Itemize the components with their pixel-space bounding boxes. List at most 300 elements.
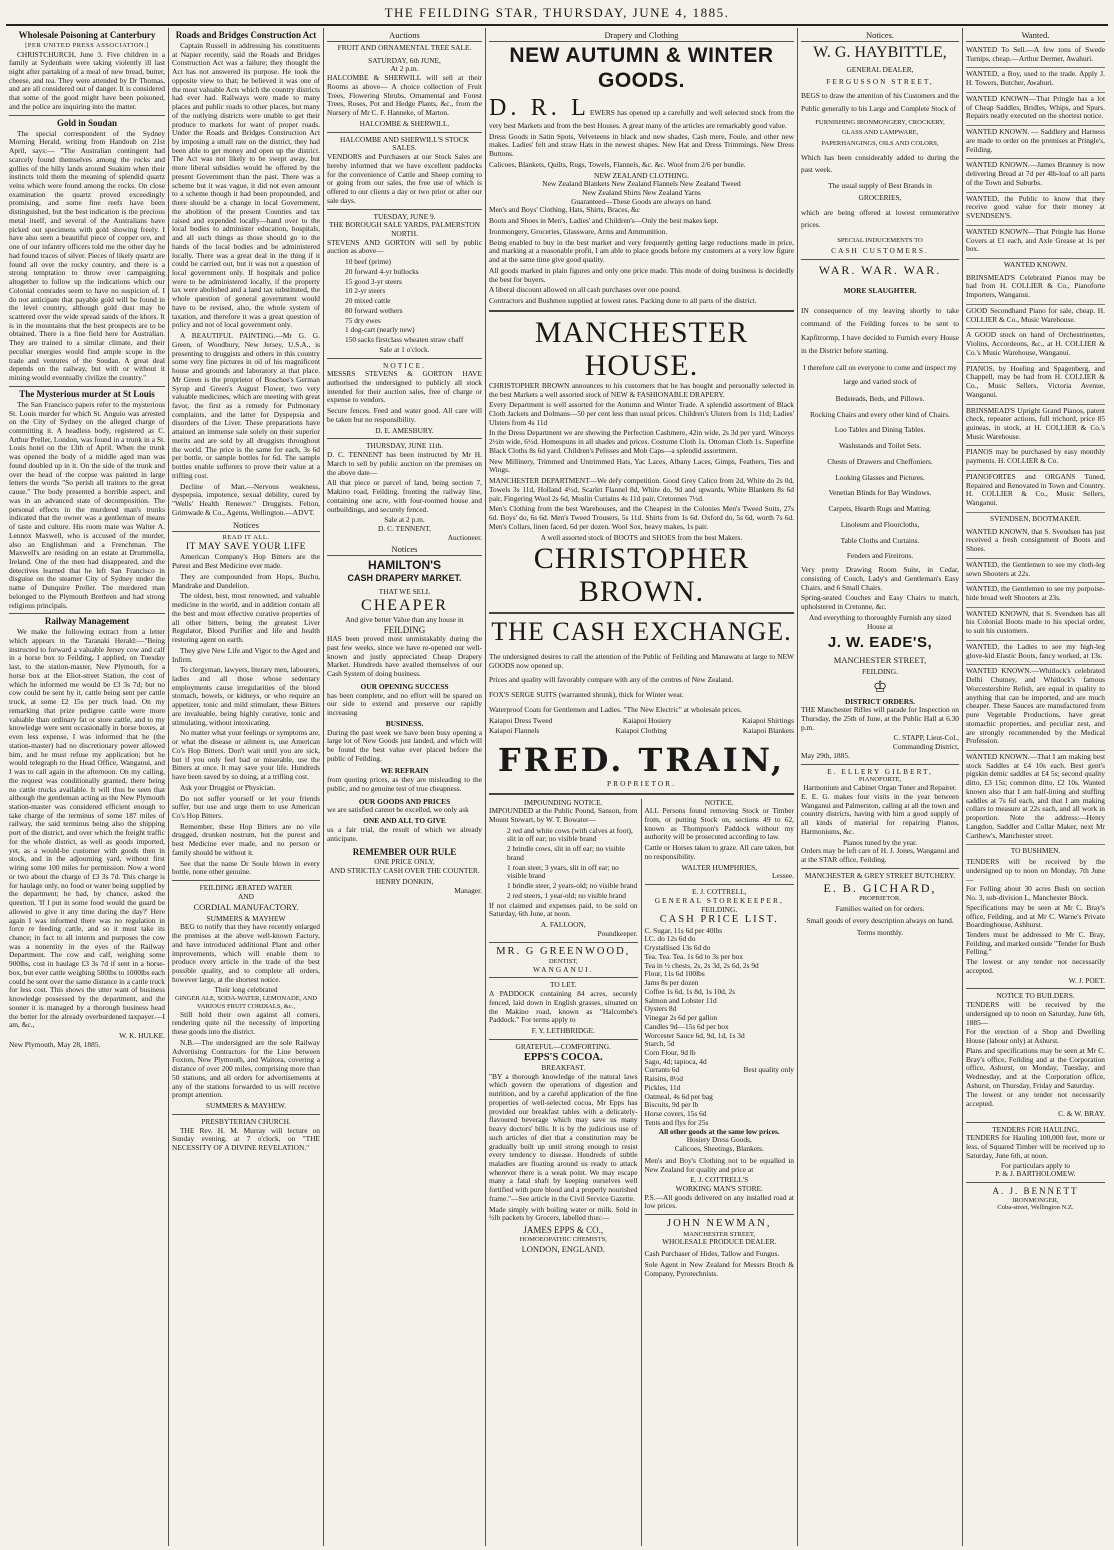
divider <box>966 1122 1105 1123</box>
article-title: The Mysterious murder at St Louis <box>19 388 155 399</box>
list-item: Carpets, Hearth Rugs and Matting. <box>828 504 932 514</box>
ad-text: Still hold their own against all comers, rendering quite nil the necessity of importing these goods into the district. <box>172 1009 320 1037</box>
ad-text: CASH CUSTOMERS. <box>831 246 929 256</box>
classified-item <box>966 226 1105 259</box>
classified-text: GOOD Secondhand Piano for sale, cheap. H. COLLIER & Co., Music Warehouse. <box>966 305 1105 324</box>
list-item: Looking Glasses and Pictures. <box>835 472 925 482</box>
stock-list <box>327 258 482 345</box>
list-item: Kaiapoi Clothing <box>615 726 667 736</box>
ad-headline: EPPS'S COCOA. <box>523 1051 603 1063</box>
article-title: Railway Management <box>44 616 130 627</box>
list-item: Tents and flys for 25s <box>644 1117 709 1127</box>
classified-text: WANTED KNOWN, that S. Svendsen has all his Colonial Boots made to his special order, to suit his customers. <box>966 608 1105 636</box>
classified-text: TENDERS for Hauling 100,000 feet, more or less, of Squared Timber will be received up to Saturday, June 6th, at noon. <box>966 1133 1105 1160</box>
ad-headline: MANCHESTER HOUSE. <box>534 315 749 382</box>
article-title: Gold in Soudan <box>56 117 118 128</box>
article-body: Decline of Man.—Nervous weakness, dyspepsia, impotence, sexual debility, cured by "Wells' Health Renewer." Druggists. Felton, Grimwade & Co., Agents, Wellington.—ADVT. <box>172 481 320 517</box>
ad-role: Lessee. <box>772 871 794 881</box>
classified-text: WANTED KNOWN—That Pringle has a lot of Cheap Saddles, Bridles, Whips, and Spurs. Repairs neatly executed on the shortest notice. <box>966 93 1105 121</box>
ad-date: SATURDAY, 6th JUNE, <box>368 55 441 65</box>
column-1 <box>6 28 169 1546</box>
ad-headline: PRESBYTERIAN CHURCH. <box>201 1116 291 1126</box>
ad-role: Poundkeeper. <box>597 928 638 938</box>
classified-text: TENDERS will be received by the undersigned up to noon on Monday, 7th June— <box>966 857 1105 884</box>
divider <box>327 438 482 439</box>
divider <box>489 793 794 795</box>
classified-text: For Felling about 30 acres Bush on section No. 3, sub-division L, Manchester Block. <box>966 884 1105 903</box>
list-item: 150 sacks firstclass wheaten straw chaff <box>345 335 464 345</box>
ad-text: from quoting prices, as they are misleading to the public, and no genuine test of true cheapness. <box>327 775 482 793</box>
list-item: Linoleum and Floorcloths, <box>840 519 920 529</box>
classified-item <box>966 272 1105 305</box>
article-body: Captain Russell in addressing his constituents at Napier recently, said the Roads and Bridges Construction Act was a failure; they thought the Act has not answered its purpose. He took the opposite view to that; he believed it was one of the most valuable Acts which the country districts had ever had. Railways were made to many places and public roads to other places, but many of the outlying districts were unable to get their produce to markets for want of proper roads. Under the Roads and Bridges Construction Act by imposing a small rate on the district, they had been able to get money and open up the district. The Act was not likely to be swept away, but more liberal subsidies would be offered by the present Government than the past. There was a scheme but it was vague, it did not even amount to a scheme though it had been propounded, and there should be a change in local Government, the abolition of the present Counties and tax raised and expended locally—hand over to the local bodies to administer education, hospitals, and all such things as those should go to the hands of the local bodies and be administered locally. There was a great deal in the thing if it could be carried out, but it was not a question of local government only. If hospitals and police were to be administered locally, if the property tax were abolished and a land tax substituted, the whole question of general government would have to be revised, also, the whole system of taxation, and therefore it was a great question of policy and not of local government only. <box>172 40 320 330</box>
divider <box>489 310 794 312</box>
list-item: 1 brindle steer, 2 years-old; no visible brand <box>507 881 638 891</box>
ad-headline: AND <box>237 891 254 901</box>
ad-signature: WORKING MAN'S STORE. <box>675 1184 763 1193</box>
ad-headline: FRED. TRAIN, <box>497 741 786 780</box>
ad-headline: REMEMBER OUR RULE <box>352 847 457 858</box>
ad-text: Prices and quality will favorably compare with any of the centres of New Zealand. <box>489 675 734 685</box>
divider <box>966 1182 1105 1183</box>
ad-headline: OUR OPENING SUCCESS <box>360 681 449 691</box>
ad-headline: JOHN NEWMAN, <box>667 1218 772 1230</box>
list-item: 2 brindle cows, slit in off ear; no visible brand <box>507 844 625 862</box>
list-item: Sago, 4d; tapioca, 4d <box>644 1056 707 1066</box>
ad-text: us a fair trial, the result of which we already anticipate. <box>327 824 482 843</box>
section-subheader: WANTED KNOWN. <box>1003 259 1068 269</box>
classified-text: WANTED KNOWN. — Saddlery and Harness are made to order on the premises at Pringle's, Feilding. <box>966 127 1105 154</box>
masthead-title: THE FEILDING STAR, THURSDAY, JUNE 4, 1885. <box>384 5 730 20</box>
ad-text: THE Manchester Rifles will parade for Inspection on Thursday, the 25th of June, at the Public Hall at 6.30 p.m. <box>801 705 959 732</box>
ad-text: GINGER ALE, SODA-WATER, LEMONADE, AND VARIOUS FRUIT CORDIALS, &c., <box>175 995 317 1010</box>
ad-text: They are compounded from Hops, Buchu, Mandrake and Dandelion. <box>172 571 320 590</box>
ad-headline: DISTRICT ORDERS. <box>844 696 916 706</box>
ad-time: Sale at 2 p.m. <box>384 515 425 525</box>
divider <box>489 612 794 614</box>
ad-signature: SUMMERS & MAYHEW. <box>205 1101 287 1111</box>
list-item: Loo Tables and Dining Tables. <box>834 425 926 435</box>
ad-headline: W. G. HAYBITTLE, <box>813 44 947 62</box>
ad-text: Waterproof Coats for Gentlemen and Ladies. "The New Electric" at wholesale prices. <box>489 704 742 714</box>
classified-item <box>966 526 1105 559</box>
list-item: Bedsteads, Beds, and Pillows. <box>835 394 925 404</box>
ad-text: New Zealand Blankets New Zealand Flannels New Zealand Tweed <box>542 179 741 189</box>
classified-item <box>966 44 1105 68</box>
classified-text: The lowest or any tender not necessarily accepted. <box>966 1090 1105 1109</box>
ad-headline: CHRISTOPHER BROWN. <box>533 542 750 609</box>
list-item: Kaiapoi Hosiery <box>622 715 672 725</box>
list-item: Rocking Chairs and every other kind of Chairs. <box>810 409 950 419</box>
list-item: Table Cloths and Curtains. <box>840 535 920 545</box>
classified-item <box>966 193 1105 226</box>
classified-item <box>966 559 1105 583</box>
ad-text: has been complete, and no effort will be spared on our side to extend and preserve our rapidly increasing <box>327 690 482 718</box>
masthead <box>6 4 1108 22</box>
ad-text: Cash Purchaser of Hides, Tallow and Fungus. <box>644 1249 780 1259</box>
ad-headline: HAMILTON'S <box>367 558 442 573</box>
ad-signature: HALCOMBE & SHERWILL. <box>359 118 450 128</box>
list-item: Tea in ½ chests, 2s, 2s 3d, 2s 6d, 2s 9d <box>644 960 759 970</box>
ad-headline: NOTICE. <box>704 797 734 807</box>
ad-text: N.B.—The undersigned are the sole Railway Advertising Contractors for the Line between Foxton, New Plymouth, and Waitora, covering a distance of over 200 miles, comprising more than 50 stations, and all orders for advertisements at any of the stations forwarded to us will receive prompt attention. <box>172 1037 320 1100</box>
article-body: The special correspondent of the Sydney Morning Herald, writing from Handoub on 21st April, says:— "The Australian contingent had scarcely found themselves among the rocks and gullies of the hilly lands around Suakim when their instincts told them the meaning of splendid quartz veins which were found among the rocks. On close examination the quartz proved exceedingly promising, and some fine reefs have been distinguished, but the best indication is the precious metal itself, and several of the Australians have picked out specimens with gold showing freely. I have also seen a beautiful piece of copper ore, and one of our infantry officers told me the other day he had found traces of silver. Pieces of likely quartz are found all over the rocky country, and there is a strong temptation to throw over campaigning altogether to follow up the indications which our Colonial comrades seem to have no suspicion of. I do not anticipate that payable gold will be found in the level country, although gold dust may be scattered over the wide spread sands of the khors. It is in the mountains that the best prospects are to be obtained. There is a fine field here for Australian. They are trained to a similar climate, and their peculiar energies would find ample scope in the trade and ventures of the Soudan. A great deal depends on the railway, but with or without it mining would eventually civilize the country." <box>9 128 165 383</box>
divider <box>966 988 1105 989</box>
ad-headline: ONE PRICE ONLY, <box>374 856 435 866</box>
ad-text: Spring-seated Couches and Easy Chairs to match, upholstered in Cretonne, &c. <box>801 593 959 612</box>
ad-headline: ONE AND ALL TO GIVE <box>363 816 446 826</box>
classified-item <box>966 126 1105 159</box>
ad-text: Hosiery Dress Goods, <box>686 1135 752 1145</box>
ad-text: PAPERHANGINGS, OILS AND COLORS, <box>821 140 939 148</box>
ad-headline: WAR. WAR. WAR. <box>818 263 942 278</box>
classified-text: Plans and specifications may be seen at Mr C. Bray's office, Feilding and at the Corporation office, Ashurst, on Monday, Tuesday, and Wednesday, and at the Corporation office, Ashurst, on Thursday, Friday and Saturday. <box>966 1045 1105 1090</box>
list-item: Raisins, 8½d <box>644 1074 683 1084</box>
list-item: C. Sugar, 11s 6d per 40lbs <box>644 925 723 935</box>
ad-text: New Millinery, Trimmed and Untrimmed Hats, Yac Laces, Albany Laces, Gimps, Feathers, Ties and Wings. <box>489 456 794 475</box>
article-byline: [PER UNITED PRESS ASSOCIATION.] <box>25 41 149 49</box>
column-2 <box>169 28 324 1546</box>
classified-text: Tenders must be addressed to Mr C. Bray, Feilding, and marked outside "Tender for Bush Felling." <box>966 929 1105 957</box>
divider <box>489 977 638 978</box>
list-item: Kaiapoi Blankets <box>742 726 794 736</box>
ad-text: SPECIAL INDUCEMENTS TO <box>837 236 923 244</box>
ad-headline: MANCHESTER STREET, <box>683 1230 756 1238</box>
list-item: 10 2-yr steers <box>345 286 386 296</box>
list-item: Chests of Drawers and Cheffoniers. <box>827 456 933 466</box>
ad-headline: WE REFRAIN <box>380 766 429 776</box>
column-5 <box>798 28 963 1546</box>
crown-icon: ♔ <box>872 678 888 696</box>
list-item: 1 roan steer, 3 years, slit in off ear; no visible brand <box>507 862 619 881</box>
section-header: Drapery and Clothing <box>489 30 794 42</box>
divider <box>801 868 959 869</box>
ad-text: Dress Goods in Satin Spots, Velveteens in black and new shades, Cash mere, Foule, and other new makes. Ladies' felt and straw Hats in the newest shapes. New Hat and Dress Trimmings. New Dress Buttons. <box>489 131 794 159</box>
ad-text: Being enabled to buy in the best market and very frequently getting large reductions made in price, and marking at a reasonable profit, I am able to place goods before my customers at a very low figure and at the same time give good quality. <box>489 237 794 265</box>
ad-signature: HENRY DONKIN, <box>375 877 434 887</box>
ad-headline: IMPOUNDING NOTICE. <box>524 797 603 807</box>
ad-text: Remember, these Hop Bitters are no vile drugged, drunken nostrum, but the purest and best Medicine ever made, and no person or family should be without it. <box>172 821 320 857</box>
classified-text: PIANOS, by Hoeling and Spagenberg, and Chappell, may be had from H. COLLIER & Co., Music Sellers, Victoria Avenue, Wanganui. <box>966 363 1105 399</box>
classified-item <box>966 159 1105 192</box>
ad-text: E. E. G. makes four visits in the year between Wanganui and Palmerston, calling at all the town and country districts, having with him a good supply of all kinds of material for repairing Pianos, Harmoniums, &c. <box>801 791 959 836</box>
list-item: Kaiapoi Flannels <box>489 726 540 736</box>
ad-text: Orders may be left care of H. J. Jones, Wanganui and at the STAR office, Feilding. <box>801 846 959 865</box>
ad-headline: OUR GOODS AND PRICES <box>358 796 451 806</box>
ad-text: Which has been considerably added to during the past week. <box>801 152 959 174</box>
article-body: A BEAUTIFUL PAINTING.—Mr G. G. Green, of Woodbury, New Jersey, U.S.A., is presenting to druggists and others in this country some very fine pictures in oil of his magnificent house and grounds and laboratory at that place. Mr Green is the proprietor of Boschee's German Syrup and Green's August Flower, two very valuable medicines, which are meeting with great favor, the first as a remedy for Pulmonary complaints, and the latter for Dyspepsia and disorders of the Liver. These preparations have attained an immense sale solely on their superior merits and are sold by all druggists throughout the world. The price is the same for each, 3s 6d per bottle, or sample bottles for 6d. The sample bottles enable sufferers to prove their value at a trifling cost. <box>172 331 320 480</box>
list-item: 80 forward wethers <box>345 305 403 315</box>
ad-text: Men's and Boy's Clothing not to be equalled in New Zealand for quality and price at <box>644 1155 794 1174</box>
section-subheader: TENDERS FOR HAULING. <box>992 1124 1079 1134</box>
classified-text: WANTED To Sell.—A few tons of Swede Turnips, cheap.—Arthur Dermer, Awahuri. <box>966 45 1105 63</box>
classified-signature: W. J. POET. <box>1068 975 1105 985</box>
ad-text: Do not suffer yourself or let your friends suffer, but use and urge them to use American Co's Hop Bitters. <box>172 793 320 820</box>
ad-headline: GRATEFUL—COMFORTING. <box>515 1041 611 1051</box>
classified-text: WANTED, the Public to know that they receive good value for their money at SVENDSEN'S. <box>966 193 1105 221</box>
list-item: 20 mixed cattle <box>345 296 391 306</box>
classified-item <box>966 641 1105 665</box>
classified-item <box>966 665 1105 751</box>
ad-text: HAS been proved most unmistakably during the past few weeks, since we have re-opened our well-known and justly appreciated Cheap Drapery Market. Hundreds have availed themselves of our Cash System of doing business. <box>327 634 482 679</box>
ad-text: Every Department is well assorted for the Autumn and Winter Trade. A splendid assortment of Black Cloth Jackets and Dolmans—50 per cent less than usual prices. Children's Ulsters from 1s 11d; Ladies' Ulsters from 4s 11d <box>489 400 794 427</box>
ad-headline: AND STRICTLY CASH OVER THE COUNTER. <box>329 865 480 875</box>
section-header: Notices <box>172 520 320 532</box>
ad-headline: CORDIAL MANUFACTORY. <box>193 901 299 912</box>
ad-text: If not claimed and expenses paid, to be sold on Saturday, 6th June, at noon. <box>489 900 638 919</box>
list-item: Biscuits, 9d per lb <box>644 1100 699 1110</box>
ad-date: THURSDAY, JUNE 11th. <box>366 441 443 451</box>
ad-headline: BUSINESS. <box>385 718 424 728</box>
list-item: Currants 6d <box>644 1065 680 1075</box>
list-item: 1 dog-cart (nearly new) <box>345 325 415 335</box>
section-subheader: SVENDSEN, BOOTMAKER. <box>990 513 1081 523</box>
kaiapoi-row <box>489 717 794 726</box>
ad-text: Calicoes, Blankets, Quilts, Rugs, Towels, Flannels, &c. &c. Wool from 2/6 per bundle. <box>489 159 746 169</box>
section-header: Wanted. <box>966 30 1105 42</box>
classified-text: Specifications may be seen at Mr C. Bray's office, Feilding, and at Mr C. Warne's Private Boardinghouse, Ashhurst. <box>966 902 1105 930</box>
list-item: Salmon and Lobster 11d <box>644 995 717 1005</box>
ad-text: P.S.—All goods delivered on any installed road at low prices. <box>644 1192 794 1211</box>
classified-text: WANTED, the Ladies to see my high-leg glove-kid Elastic Boots, fancy worked, at 13s. <box>966 641 1105 660</box>
ad-text: Ironmongery, Groceries, Glassware, Arms and Ammunition. <box>489 226 668 236</box>
ad-date: May 29th, 1885. <box>801 750 850 760</box>
divider <box>327 209 482 210</box>
ad-role: PIANOFORTE, <box>858 776 902 784</box>
ad-name: D. R. L <box>489 94 590 121</box>
ad-text: Cattle or Horses taken to graze. All care taken, but no responsibility. <box>644 843 794 861</box>
ad-text: Very pretty Drawing Room Suite, in Cedar, consisting of Couch, Lady's and Gentleman's Easy Chairs, and 6 Small Chairs. <box>801 565 959 592</box>
ad-text: Boots and Shoes in Men's, Ladies' and Children's—Only the best makes kept. <box>489 216 719 226</box>
ad-headline: FRUIT AND ORNAMENTAL TREE SALE. <box>337 43 472 53</box>
ad-headline: CASH PRICE LIST. <box>659 914 779 926</box>
classified-text: WANTED KNOWN.—That I am making best stock Saddles at £4 10s each. Best gent's pigskin demic saddles at £4 5s; second quality ditto, £3 15s; common ditto, £2 10s. Wanted known also that I am half-lining and stuffing saddles at 7s 6d each, and that I am making collars to measure at 22s each, and all work in proportion. Note the address:—Henry Langdon, Saddler and Collar Maker, next Mr Carthew's, Manchester street. <box>966 752 1105 840</box>
col4-left <box>489 799 642 1546</box>
ad-text: GLASS AND LAMPWARE, <box>841 129 919 137</box>
ad-text: IN consequence of my leaving shortly to take command of the Feilding forces to be sent to Kapfitrormp, I have decided to Furnish every House in the District before starting. <box>801 306 959 356</box>
ad-text: FURNISHING IRONMONGERY, CROCKERY, <box>815 118 945 126</box>
ad-signature: JAMES EPPS & CO., <box>523 1225 604 1236</box>
divider <box>489 942 638 943</box>
ad-time: At 2 p.m. <box>390 64 419 74</box>
classified-text: TENDERS will be received by the undersigned up to noon on Saturday, June 6th, 1885— <box>966 1000 1105 1027</box>
classified-signature: C. & W. BRAY. <box>1058 1108 1105 1118</box>
ad-text: Men's and Boys' Clothing, Hats, Shirts, Braces, &c <box>489 205 641 215</box>
ad-text: Small goods of every description always on hand. <box>806 916 954 926</box>
ad-text: Their long celebrated <box>214 985 278 995</box>
classified-text: PIANOFORTES and ORGANS Tuned, Repaired and Renovated in Town and Country. H. COLLIER & Co., Music Sellers, Wanganui. <box>966 471 1105 508</box>
classified-item <box>966 446 1105 470</box>
ad-text: And give better Value than any house in <box>345 614 464 624</box>
list-item: Washstands and Toilet Sets. <box>838 441 922 451</box>
ad-text: A PADDOCK containing 84 acres, securely fenced, laid down in English grasses, situated on the Makino road, known as "Halcombe's Paddock." For terms apply to <box>489 989 638 1025</box>
ad-text: Ask your Druggist or Physician. <box>180 782 276 792</box>
ad-text: All goods marked in plain figures and only one price made. This mode of doing business is decidedly the best for buyers. <box>489 265 794 284</box>
ad-text: BEG to notify that they have recently enlarged the premises at the above well-known Factory, and have introduced additional Plant and other improvements, which will enable them to produce every article in the trade of the best possible quality, and to complete all orders, however large, at the shortest notice. <box>172 922 320 984</box>
ad-headline: HALCOMBE AND SHERWILL'S STOCK SALES. <box>339 134 470 153</box>
classified-text: BRINSMEAD'S Upright Grand Pianos, patent check, repeater actions, full trichord, price 85 guineas, in stock, at H. COLLIER & Co.'s Music Warehouse. <box>966 405 1105 441</box>
list-item: Tea. Tea. Tea. 1s 6d to 3s per box <box>644 951 744 961</box>
ad-text: FOX'S SERGE SUITS (warranted shrunk), thick for Winter wear. <box>489 690 684 700</box>
classified-text: BRINSMEAD'S Celebrated Pianos may be had from H. COLLIER & Co., Pianoforte Importers, Wanganui. <box>966 272 1105 300</box>
article-dateline: New Plymouth, May 28, 1885. <box>9 1039 101 1049</box>
ad-text: Guaranteed—These Goods are always on hand. <box>571 196 712 206</box>
classified-text: WANTED KNOWN, that S. Svendsen has just received a fresh consignment of Boots and Shoes. <box>966 526 1105 554</box>
col4-subcolumns <box>489 799 794 1546</box>
ad-headline: E. J. COTTRELL, <box>692 887 747 897</box>
ad-text: BEGS to draw the attention of his Customers and the Public generally to his Large and Complete Stock of <box>801 91 959 113</box>
column-6 <box>963 28 1108 1546</box>
list-item: 10 beef (prime) <box>345 257 391 267</box>
ad-text: STEVENS AND GORTON will sell by public auction as above— <box>327 237 482 256</box>
ad-text: New Zealand Shirts New Zealand Yarns <box>582 188 701 197</box>
ad-text: CHRISTOPHER BROWN announces to his customers that he has bought and personally selected in the best Markets a well assorted stock of NEW & FASHIONABLE DRAPERY. <box>489 380 794 399</box>
ad-headline: MR. G GREENWOOD, <box>496 945 631 957</box>
ad-place: Cuba-street, Wellington N.Z. <box>997 1204 1074 1212</box>
section-header: Notices. <box>801 30 959 42</box>
list-item: Venetian Blinds for Bay Windows. <box>828 488 932 498</box>
ad-place: WANGANUI. <box>533 964 594 974</box>
ad-date: TUESDAY, JUNE 9. <box>373 211 436 221</box>
divider <box>645 884 795 885</box>
ad-text: All that piece or parcel of land, being section 7, Makino road, Feilding, fronting the railway line, containing one acre, with four-roomed house and outbuildings, and securely fenced. <box>327 478 482 514</box>
classified-text: WANTED, the Gentlemen to see my cloth-leg sewn Shooters at 22s. <box>966 559 1105 578</box>
list-item: Fenders and Fireirons. <box>846 551 914 561</box>
ad-headline: IT MAY SAVE YOUR LIFE <box>186 542 306 553</box>
ad-headline: E. ELLERY GILBERT, <box>827 766 933 776</box>
list-item: 2 red steers, 1 year-old; no visible brand <box>507 890 626 900</box>
ad-signature: LONDON, ENGLAND. <box>521 1243 605 1254</box>
divider <box>801 259 959 260</box>
article-body: We make the following extract from a letter which appears in the Taranaki Herald:—"Being instructed to forward a valuable Jersey cow and calf in a horse box to Feilding, I applied, on Tuesday last, to the station-master, New Plymouth, for a horse box at the Eliot-street Station, the cost of which he informed me would be £3 3s 7d; but no cow could be sent by it, cattle being sent per cattle truck, at some £2 15s per truck load. On my remarking that prize pedigree cattle were more valuable than ordinary fat or store cattle, and to my knowledge were sent occasionally in horse boxes, at even less expense, I was informed that he (the station-master) had no discretionary power allowed him, and he must refuse my application; but he would telegraph to the Head Office, Wanganui, and I was to call again in the afternoon. On my calling, the request was conditionally granted, there being no cattle trucks available. It will thus be seen that although the gentleman acting as the New Plymouth station-master was considered efficient enough to take charge of the terminus of some 187 miles of railway, the said terminus being also the shipping port of the district, and over which the freight traffic for the whole district, as well as goods imported, yet, as a would-be customer with goods then in stock, and in the adjourning yard, without first wiring some 100 miles for permission. Now a word or two about the charge of £3 3s 7d. This charge is for haulage only, no food or water being supplied by the department; he had, by chance, asked the question, 'If I put in some food would the guard be allowed to give it any time during the day?' Here again I was informed there was no regulation in force re feeding cattle, and so it must take its chance; in fact to all intents and purposes the cow was a nonentity in the eyes of the Railway Department. The cow and calf, weighing some 900lbs, cost in haulage £3 3s 7d if sent in a horse-box, but ever cattle weighing 500lbs to 1000lbs each could be sent over the same distance in a cattle truck for less cost. This shows the utter want of business knowledge possessed by the department, and the sooner it is managed by a thorough business head the better for the already overburdened taxpayer.—I am, &c., <box>9 627 165 1030</box>
list-item: Horse covers, 15s 6d <box>644 1109 707 1119</box>
ad-text: See that the name Dr Soule blown in every bottle, none other genuine. <box>172 858 320 877</box>
ad-headline: GENERAL STOREKEEPER, <box>654 895 784 905</box>
price-note: Best quality only <box>743 1065 794 1075</box>
ad-headline: Harmonium and Cabinet Organ Tuner and Repairer. <box>803 783 957 793</box>
list-item: Pickles, 11d <box>644 1082 681 1092</box>
ad-text: A liberal discount allowed on all cash purchases over one pound. <box>489 285 681 295</box>
ad-headline: E. B. GICHARD, <box>823 880 937 895</box>
ad-text: which are being offered at lowest remunerative prices. <box>801 207 959 229</box>
classified-item <box>966 583 1105 607</box>
ad-headline: CASH DRAPERY MARKET. <box>347 572 462 583</box>
classified-text: WANTED, the Gentlemen to see my porpoise-hide broad welt Shooters at 23s. <box>966 584 1105 602</box>
classified-text: A GOOD stock on hand of Orchestrinettes, Violins, Accordeons, &c., at H. COLLIER & Co.'s Music Warehouse, Wanganui. <box>966 330 1105 357</box>
list-item: Crystallised 13s 6d do <box>644 943 711 953</box>
list-item: Coffee 1s 6d, 1s 8d, 1s 10d, 2s <box>644 986 736 996</box>
ad-text: EWERS has opened up a carefully and well selected stock from the very best Markets and from the best Houses. A great many of the articles are remarkably good value. <box>489 107 795 130</box>
article-body: CHRISTCHURCH, June 3. Five children in a family at Sydenham were taking violently ill last night after partaking of a meal of new bread, butter, cheese, and tea. They were attended by Dr Thomas, and are all considered out of danger. It is considered that some of the good might have been poisoned, and the police are inquiring into the matter. <box>9 49 165 111</box>
column-3 <box>324 28 486 1546</box>
ad-headline: FEILDING. <box>701 904 738 914</box>
classified-text: The lowest or any tender not necessarily accepted. <box>966 957 1105 975</box>
article-signature: W. K. HULKE. <box>119 1031 165 1041</box>
ad-signature: D. E. AMESBURY. <box>375 425 434 435</box>
classified-item <box>966 608 1105 641</box>
list-item: Corn Flour, 9d lb <box>644 1047 696 1057</box>
divider <box>172 880 320 881</box>
ad-headline: THAT WE SELL <box>378 587 431 597</box>
ad-text: MESSRS STEVENS & GORTON HAVE authorised the undersigned to publicly all stock intended for their auction sales, free of charge or expense to vendors. <box>327 369 482 405</box>
classified-text: WANTED KNOWN—That Pringle has Horse Covers at £1 each, and Axle Grease at 1s per box. <box>966 226 1105 254</box>
ad-headline: CHEAPER <box>361 596 448 614</box>
article-body: The San Francisco papers refer to the mysterious St. Louis murder for which St. Anguio was arrested on the City of Sydney on the alleged charge of committing it. A headless body, registered as C. Arthur Preller, London, was found in a trunk in a St. Louis hotel on the 13th of April. When the trunk was opened the body of a middle aged man was found doubled up in it. On the side of the trunk and over the head of the corpse was painted in large letters the words "So perish all traitors to the great cause." The body presented a horrible aspect, and was in an advanced state of decomposition. The personal effects in the murdered man's trunks indicated that the owner was a gentleman of means of taste and culture. His room mate was Walter A. Lennox Maxwell, who is accused of the murder, also an Englishman and a Frenchman. The Maxwell's are residing on an estate at Drummella, Ireland. One of the men had disappeared, and the detectives learned that he left San Francisco in disguise on the steamer City of Sydney under the name of Dunquire Preller. The murdered man belonged to the Plymouth Brethren and had strong religious principals. <box>9 399 165 610</box>
ad-text: During the past week we have been busy opening a large lot of New Goods just landed, and which will be found the best value ever placed before the public of Feilding. <box>327 727 482 763</box>
classified-item <box>966 363 1105 405</box>
list-item: Kaiapoi Shirtings <box>742 715 794 725</box>
column-4 <box>486 28 798 1546</box>
classified-text: For the erection of a Shop and Dwelling House (labour only) at Ashurst. <box>966 1027 1105 1046</box>
list-item: Candles 9d—15s 6d per box <box>644 1021 729 1031</box>
ad-text: HALCOMBE & SHERWILL will sell at their Rooms as above— A choice collection of Fruit Trees, Flowering Shrubs, Ornamental and Forest Trees, Roses, Pot and Hedge Plants, &c., from the Nursery of Mr C. F. Hanneke, of Marton. <box>327 73 482 118</box>
ad-place: THE BOROUGH SALE YARDS, PALMERSTON NORTH. <box>328 220 481 238</box>
list-item: Starch, 5d <box>644 1039 675 1049</box>
ad-text: They give New Life and Vigor to the Aged and Infirm. <box>172 645 320 664</box>
ad-role: Auctioneer. <box>447 532 482 542</box>
ad-text: No matter what your feelings or symptoms are, or what the disease or ailment is, use American Co's Hop Bitters. Don't wait until you are sick, but if you only feel bad or miserable, use the Bitters at once. It may save your life. Hundreds have been saved by so doing, at a trifling cost. <box>172 728 320 782</box>
ad-headline: SUMMERS & MAYHEW <box>206 913 286 923</box>
divider <box>327 132 482 133</box>
ad-text: Secure fences. Feed and water good. All care will be taken but no responsibility. <box>327 406 482 424</box>
ad-time: Sale at 1 o'clock. <box>379 344 430 354</box>
divider <box>645 1214 795 1215</box>
classified-text: WANTED KNOWN.—Whitlock's celebrated Delhi Chutney, and Whitlock's famous Worcestershire Relish, are equal in quality to anything that can be imported, and are much cheaper. These Sauces are manufactured from pure Vegetable Productions, have great stomachic properties, and peculiar zest, and are strongly recommended by the Medical Profession. <box>966 666 1105 746</box>
ad-place: FERGUSSON STREET, <box>826 76 934 86</box>
ad-text: "BY a thorough knowledge of the natural laws which govern the operations of digestion and nutrition, and by a careful application of the fine properties of well-selected cocoa, Mr Epps has provided our breakfast tables with a delicately-flavoured beverage which may save us many heavy doctors' bills. It is by the judicious use of such articles of diet that a constitution may be gradually built up until strong enough to resist every tendency to disease. Hundreds of subtle maladies are floating around us ready to attack wherever there is a weak point. We may escape many a fatal shaft by keeping ourselves well fortified with pure blood and a properly nourished frame."—See article in the Civil Service Gazette. <box>489 1071 638 1203</box>
ad-headline: J. W. EADE'S, <box>827 634 933 652</box>
classified-signature: P. & J. BARTHOLOMEW. <box>995 1169 1076 1179</box>
ad-signature: WALTER HUMPHRIES, <box>681 862 758 872</box>
classified-text: WANTED, a Boy, used to the trade. Apply J. H. Towers, Butcher, Awahuri. <box>966 69 1105 88</box>
ad-text: And everything to thoroughly Furnish any sized House at <box>808 612 952 631</box>
classified-item <box>966 68 1105 92</box>
ad-headline: A. J. BENNETT <box>992 1186 1079 1197</box>
divider <box>489 1039 638 1040</box>
ad-role: DENTIST, <box>548 957 578 965</box>
ad-kicker: READ IT ALL. <box>222 533 270 541</box>
classified-text: PIANOS may be purchased by easy monthly payments. H. COLLIER & Co. <box>966 447 1105 466</box>
list-item: 20 forward 4-yr bullocks <box>345 266 419 276</box>
ad-text: The oldest, best, most renowned, and valuable medicine in the world, and in addition contain all the best and most effective curative properties of all other bitters, being the greatest Liver Regulator, Blood Purifier and life and health restoring agent on earth. <box>172 591 320 645</box>
ad-role: IRONMONGER, <box>1012 1196 1059 1204</box>
list-item: 75 dry ewes <box>345 315 381 325</box>
ad-signature: HOMOEOPATHIC CHEMISTS, <box>519 1235 607 1243</box>
ad-role: GENERAL DEALER, <box>846 64 914 74</box>
masthead-rule <box>6 24 1108 26</box>
section-subheader: TO BUSHMEN. <box>1010 846 1061 856</box>
list-item: Oatmeal, 4s 6d per bag <box>644 1091 713 1101</box>
ad-text: ALL Persons found removing Stock or Timber from, or putting Stock on, sections 49 to 62, known as Thompson's Paddock without my authority will be prosecuted according to law. <box>644 806 794 842</box>
list-item: 15 good 3-yr steers <box>345 276 402 286</box>
classified-item <box>966 305 1105 329</box>
ad-text: FEILDING <box>383 624 426 635</box>
ad-text: The usual supply of Best Brands in <box>828 180 932 190</box>
classified-item <box>966 93 1105 126</box>
classified-item <box>966 405 1105 447</box>
list-item: Flour, 11s 6d 100lbs <box>644 969 705 979</box>
ad-headline: THE CASH EXCHANGE. <box>491 617 792 647</box>
ad-headline: MORE SLAUGHTER. <box>843 286 917 296</box>
divider <box>327 358 482 359</box>
divider <box>801 764 959 765</box>
section-subheader: NOTICE TO BUILDERS. <box>996 991 1075 1001</box>
ad-headline: NOTICE. <box>383 360 426 370</box>
ad-text: All other goods at the same low prices. <box>658 1126 780 1136</box>
classified-text: For particulars apply to <box>1000 1160 1071 1170</box>
section-header: Notices <box>327 544 482 556</box>
ad-place: MANCHESTER STREET, <box>833 654 927 665</box>
